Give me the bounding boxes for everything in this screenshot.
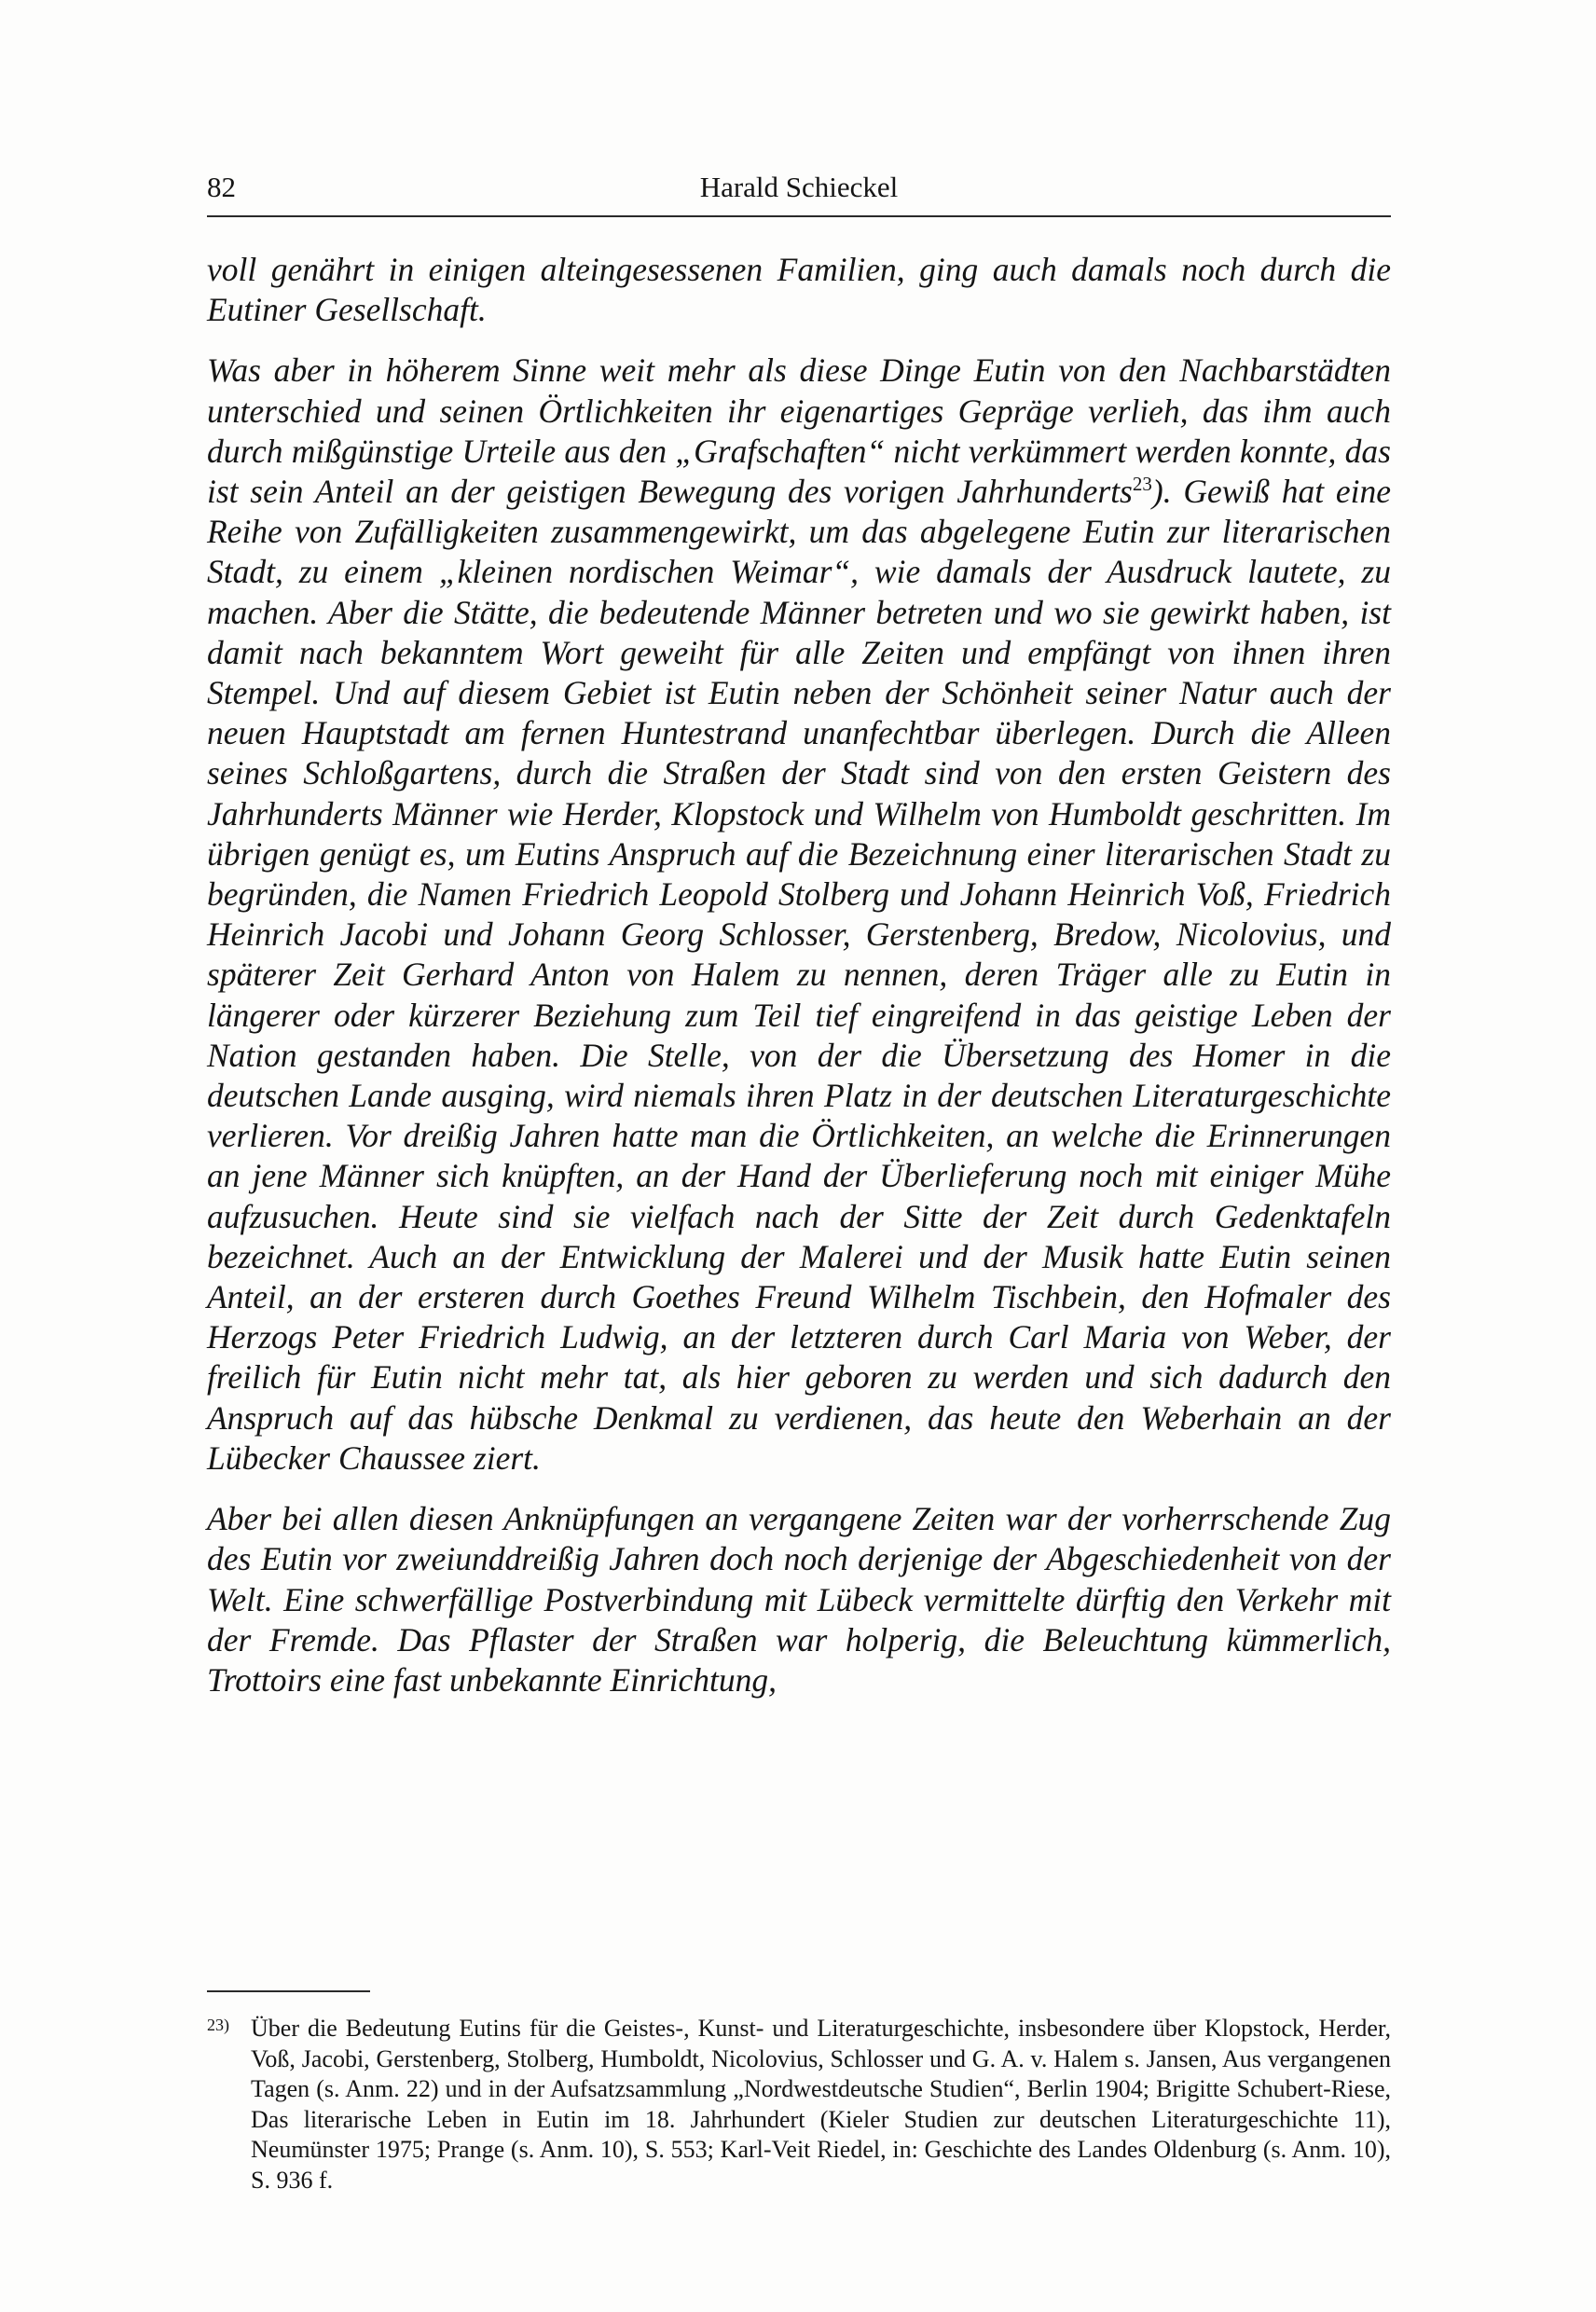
footnote-text: Über die Bedeutung Eutins für die Geistes-, Kunst- und Literaturgeschichte, insbesondere über Klopstock, Herder, Voß, Jacobi, Gerstenberg, Stolberg, Humboldt, Nicolovius, Schlosser und G. A. v. Halem s. Jansen, Aus vergangenen Tagen (s. Anm. 22) und in der Aufsatzsammlung „Nordwestdeutsche Studien“, Berlin 1904; Brigitte Schubert-Riese, Das literarische Leben in Eutin im 18. Jahrhundert (Kieler Studien zur deutschen Literaturgeschichte 11), Neumünster 1975; Prange (s. Anm. 10), S. 553; Karl-Veit Riedel, in: Geschichte des Landes Oldenburg (s. Anm. 10), S. 936 f. bbox=[251, 2015, 1391, 2194]
paragraph-text: ). Gewiß hat eine Reihe von Zufälligkeiten zusammengewirkt, um das abgelegene Eutin zur literarischen Stadt, zu einem „kleinen nordischen Weimar“, wie damals der Ausdruck lautete, zu machen. Aber die Stätte, die bedeutende Männer betreten und wo sie gewirkt haben, ist damit nach bekanntem Wort geweiht für alle Zeiten und empfängt von ihnen ihren Stempel. Und auf diesem Gebiet ist Eutin neben der Schönheit seiner Natur auch der neuen Hauptstadt am fernen Huntestrand unanfechtbar überlegen. Durch die Alleen seines Schloßgartens, durch die Straßen der Stadt sind von den ersten Geistern des Jahrhunderts Männer wie Herder, Klopstock und Wilhelm von Humboldt geschritten. Im übrigen genügt es, um Eutins Anspruch auf die Bezeichnung einer literarischen Stadt zu begründen, die Namen Friedrich Leopold Stolberg und Johann Heinrich Voß, Friedrich Heinrich Jacobi und Johann Georg Schlosser, Gerstenberg, Bredow, Nicolovius, und späterer Zeit Gerhard Anton von Halem zu nennen, deren Träger alle zu Eutin in längerer oder kürzerer Beziehung zum Teil tief eingreifend in das geistige Leben der Nation gestanden haben. Die Stelle, von der die Übersetzung des Homer in die deutschen Lande ausging, wird niemals ihren Platz in der deutschen Literaturgeschichte verlieren. Vor dreißig Jahren hatte man die Örtlichkeiten, an welche die Erinnerungen an jene Männer sich knüpften, an der Hand der Überlieferung noch mit einiger Mühe aufzusuchen. Heute sind sie vielfach nach der Sitte der Zeit durch Gedenktafeln bezeichnet. Auch an der Entwicklung der Malerei und der Musik hatte Eutin seinen Anteil, an der ersteren durch Goethes Freund Wilhelm Tischbein, den Hofmaler des Herzogs Peter Friedrich Ludwig, an der letzteren durch Carl Maria von Weber, der freilich für Eutin nicht mehr tat, als hier geboren zu werden und sich dadurch den Anspruch auf das hübsche Denkmal zu verdienen, das heute den Weberhain an der Lübecker Chaussee ziert. bbox=[207, 473, 1391, 1477]
footnote-reference[interactable]: 23 bbox=[1132, 473, 1152, 496]
footnote-marker: 23) bbox=[207, 2016, 229, 2034]
body-paragraph: Aber bei allen diesen Anknüpfungen an vergangene Zeiten war der vorherrschende Zug des Eutin vor zweiunddreißig Jahren doch noch derjenige der Abgeschiedenheit von der Welt. Eine schwerfällige Postverbindung mit Lübeck vermittelte dürftig den Verkehr mit der Fremde. Das Pflaster der Straßen war holperig, die Beleuchtung kümmerlich, Trottoirs eine fast unbekannte Einrichtung, bbox=[207, 1500, 1391, 1699]
footnotes bbox=[207, 2014, 1391, 2195]
paragraph-text: Was aber in höherem Sinne weit mehr als diese Dinge Eutin von den Nachbarstädten unterschied und seinen Örtlichkeiten ihr eigenartiges Gepräge verlieh, das ihm auch durch mißgünstige Urteile aus den „Grafschaften“ nicht verkümmert werden konnte, das ist sein Anteil an der geistigen Bewegung des vorigen Jahrhunderts bbox=[207, 351, 1391, 511]
footnote bbox=[207, 2014, 1391, 2195]
page-number: 82 bbox=[207, 171, 236, 203]
running-header bbox=[207, 163, 1391, 217]
body-paragraph bbox=[207, 351, 1391, 1479]
body-paragraph: voll genährt in einigen alteingesessenen Familien, ging auch damals noch durch die Eutiner Gesellschaft. bbox=[207, 251, 1391, 329]
footnote-separator bbox=[207, 1990, 370, 1992]
body-text bbox=[207, 250, 1391, 1700]
running-head-author: Harald Schieckel bbox=[699, 171, 899, 203]
